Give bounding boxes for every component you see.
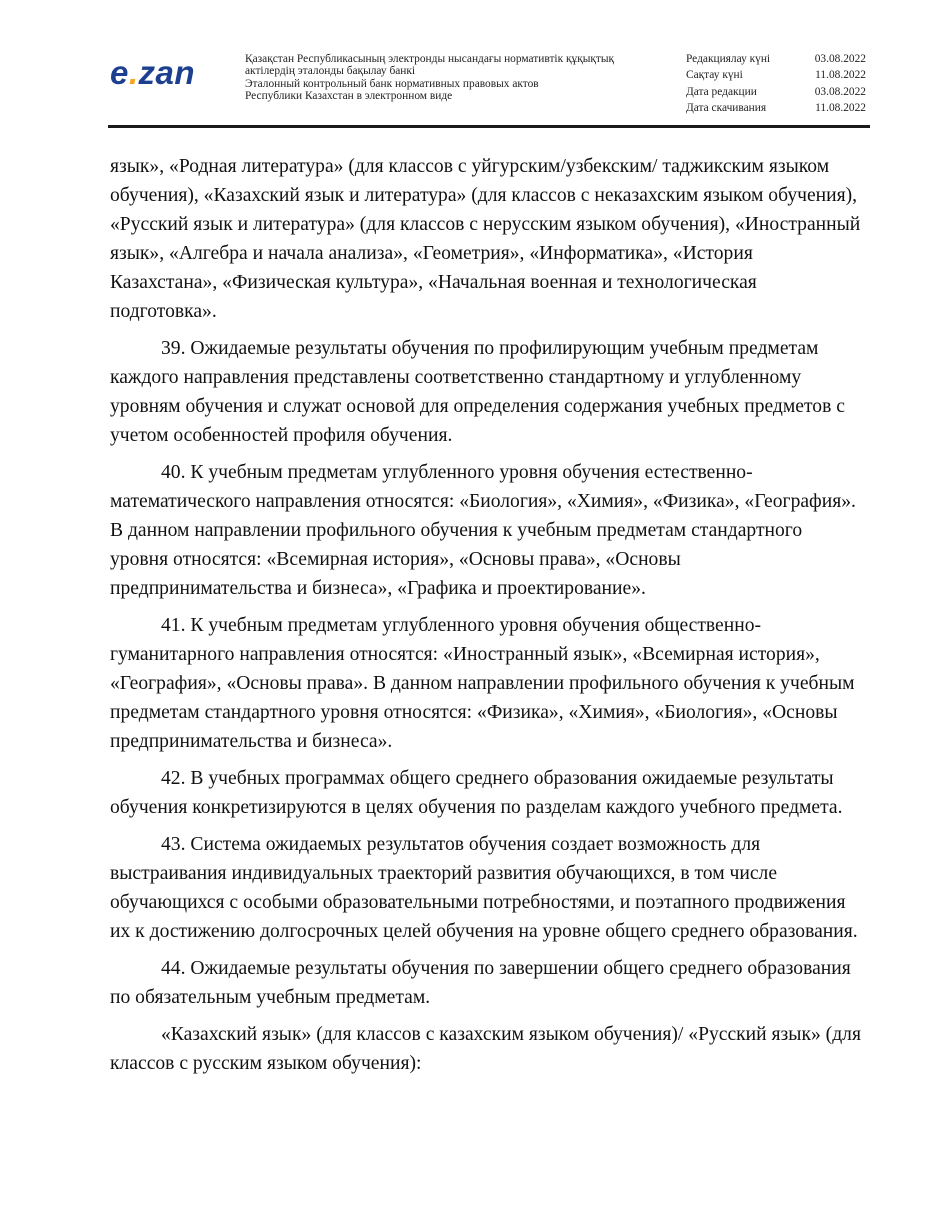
paragraph-39: 39. Ожидаемые результаты обучения по профилирующим учебным предметам каждого направления представлены соответственно стандартному и углубленному уровням обучения и служат основой для определения содержания учебных предметов с учетом особенностей профиля обучения. — [110, 338, 845, 446]
bank-title-line: Республики Казахстан в электронном виде — [245, 90, 453, 103]
meta-value: 11.08.2022 — [815, 102, 866, 115]
paragraph-40: 40. К учебным предметам углубленного уровня обучения естественно-математического направления относятся: «Биология», «Химия», «Физика», «География». В данном направлении профильного обучения к учебным предметам стандартного уровня относятся: «Всемирная история», «Основы права», «Основы предпринимательства и бизнеса», «Графика и проектирование». — [110, 462, 856, 599]
meta-label: Редакциялау күні — [686, 53, 771, 65]
paragraph-41: 41. К учебным предметам углубленного уровня обучения общественно-гуманитарного направления относятся: «Иностранный язык», «Всемирная история», «География», «Основы права». В данном направлении профильного обучения к учебным предметам стандартного уровня относятся: «Физика», «Химия», «Биология», «Основы предпринимательства и бизнеса». — [110, 615, 855, 752]
meta-value: 03.08.2022 — [814, 53, 866, 65]
logo-zan: zan — [138, 54, 196, 91]
document-body — [110, 152, 862, 1086]
meta-row-edit-date-ru — [686, 84, 866, 100]
meta-row-edit-date-kz — [686, 51, 866, 67]
logo-e: e — [110, 54, 129, 91]
meta-row-download-date-ru — [686, 100, 866, 116]
header-dates — [686, 51, 866, 117]
meta-label: Дата редакции — [686, 85, 757, 98]
header-bank-title — [245, 53, 665, 103]
meta-label: Дата скачивания — [686, 102, 767, 115]
bank-title-line: Қазақстан Республикасының электронды нысандағы нормативтік құқықтық — [245, 53, 615, 65]
logo-dot: . — [128, 54, 139, 91]
bank-title-line: актілердің эталонды бақылау банкі — [245, 65, 416, 78]
meta-row-save-date-kz — [686, 67, 866, 83]
paragraph-42: 42. В учебных программах общего среднего образования ожидаемые результаты обучения конкретизируются в целях обучения по разделам каждого учебного предмета. — [110, 768, 843, 818]
document-header — [0, 0, 935, 130]
meta-label: Сақтау күні — [686, 69, 743, 82]
header-divider — [108, 125, 870, 128]
meta-value: 03.08.2022 — [814, 85, 866, 98]
paragraph-43: 43. Система ожидаемых результатов обучения создает возможность для выстраивания индивидуальных траекторий развития обучающихся, в том числе обучающихся с особыми образовательными потребностями, и поэтапного продвижения их к достижению долгосрочных целей обучения на уровне общего среднего образования. — [110, 834, 858, 942]
paragraph-continuation: язык», «Родная литература» (для классов с уйгурским/узбекским/ таджикским языком обучения), «Казахский язык и литература» (для классов с неказахским языком обучения), «Русский язык и литература» (для классов с нерусским языком обучения), «Иностранный язык», «Алгебра и начала анализа», «Геометрия», «Информатика», «История Казахстана», «Физическая культура», «Начальная военная и технологическая подготовка». — [110, 156, 861, 322]
ezan-logo[interactable] — [110, 52, 195, 94]
paragraph-44: 44. Ожидаемые результаты обучения по завершении общего среднего образования по обязательным учебным предметам. — [110, 958, 851, 1008]
paragraph-language-subjects: «Казахский язык» (для классов с казахским языком обучения)/ «Русский язык» (для классов с русским языком обучения): — [110, 1024, 861, 1074]
meta-value: 11.08.2022 — [815, 69, 866, 82]
bank-title-line: Эталонный контрольный банк нормативных правовых актов — [245, 77, 539, 90]
